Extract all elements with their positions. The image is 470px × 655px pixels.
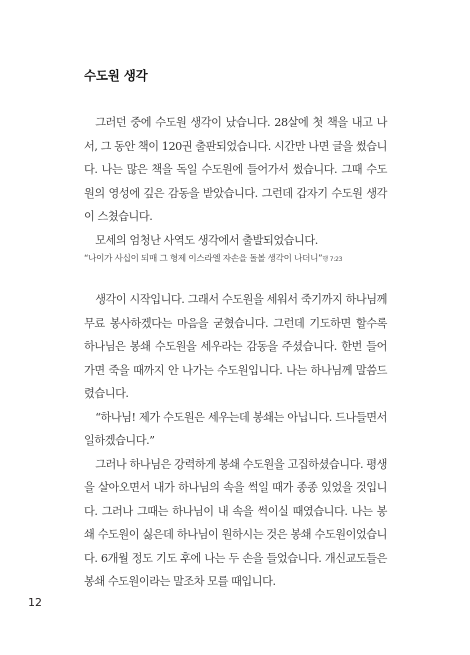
body-text-section-2 [84, 288, 387, 594]
body-text-section-1 [84, 111, 387, 252]
quote-text: “나이가 사십이 되매 그 형제 이스라엘 자손을 돌볼 생각이 나더니” [84, 254, 323, 264]
paragraph: 생각이 시작입니다. 그래서 수도원을 세워서 죽기까지 하나님께 무료 봉사하겠다는 마음을 굳혔습니다. 그런데 기도하면 할수록 하나님은 봉쇄 수도원을 세우라는 감동을 주셨습니다. 한번 들어가면 죽을 때까지 안 나가는 수도원입니다. 나는 하나님께 말씀드렸습니다. [84, 293, 387, 400]
paragraph: 그러던 중에 수도원 생각이 났습니다. 28살에 첫 책을 내고 나서, 그 동안 책이 120권 출판되었습니다. 시간만 나면 글을 썼습니다. 나는 많은 책을 독일 수도원에 들어가서 썼습니다. 그때 수도원의 영성에 깊은 감동을 받았습니다. 그런데 갑자기 수도원 생각이 스쳤습니다. [84, 116, 387, 223]
quote-reference: 행 7:23 [322, 256, 343, 263]
page-number: 12 [28, 596, 42, 609]
paragraph: 모세의 엄청난 사역도 생각에서 출발되었습니다. [95, 233, 318, 247]
paragraph: “하나님! 제가 수도원은 세우는데 봉쇄는 아닙니다. 드나들면서 일하겠습니다.” [84, 410, 387, 447]
section-heading: 수도원 생각 [84, 68, 148, 83]
paragraph: 그러나 하나님은 강력하게 봉쇄 수도원을 고집하셨습니다. 평생을 살아오면서 내가 하나님의 속을 썩일 때가 종종 있었을 것입니다. 그러나 그때는 하나님이 내 속을 썩이실 때였습니다. 나는 봉쇄 수도원이 싫은데 하나님이 원하시는 것은 봉쇄 수도원이었습니다. 6개월 정도 기도 후에 나는 두 손을 들었습니다. 개신교도들은 봉쇄 수도원이라는 말조차 모를 때입니다. [84, 457, 387, 588]
scripture-quote [84, 252, 394, 264]
